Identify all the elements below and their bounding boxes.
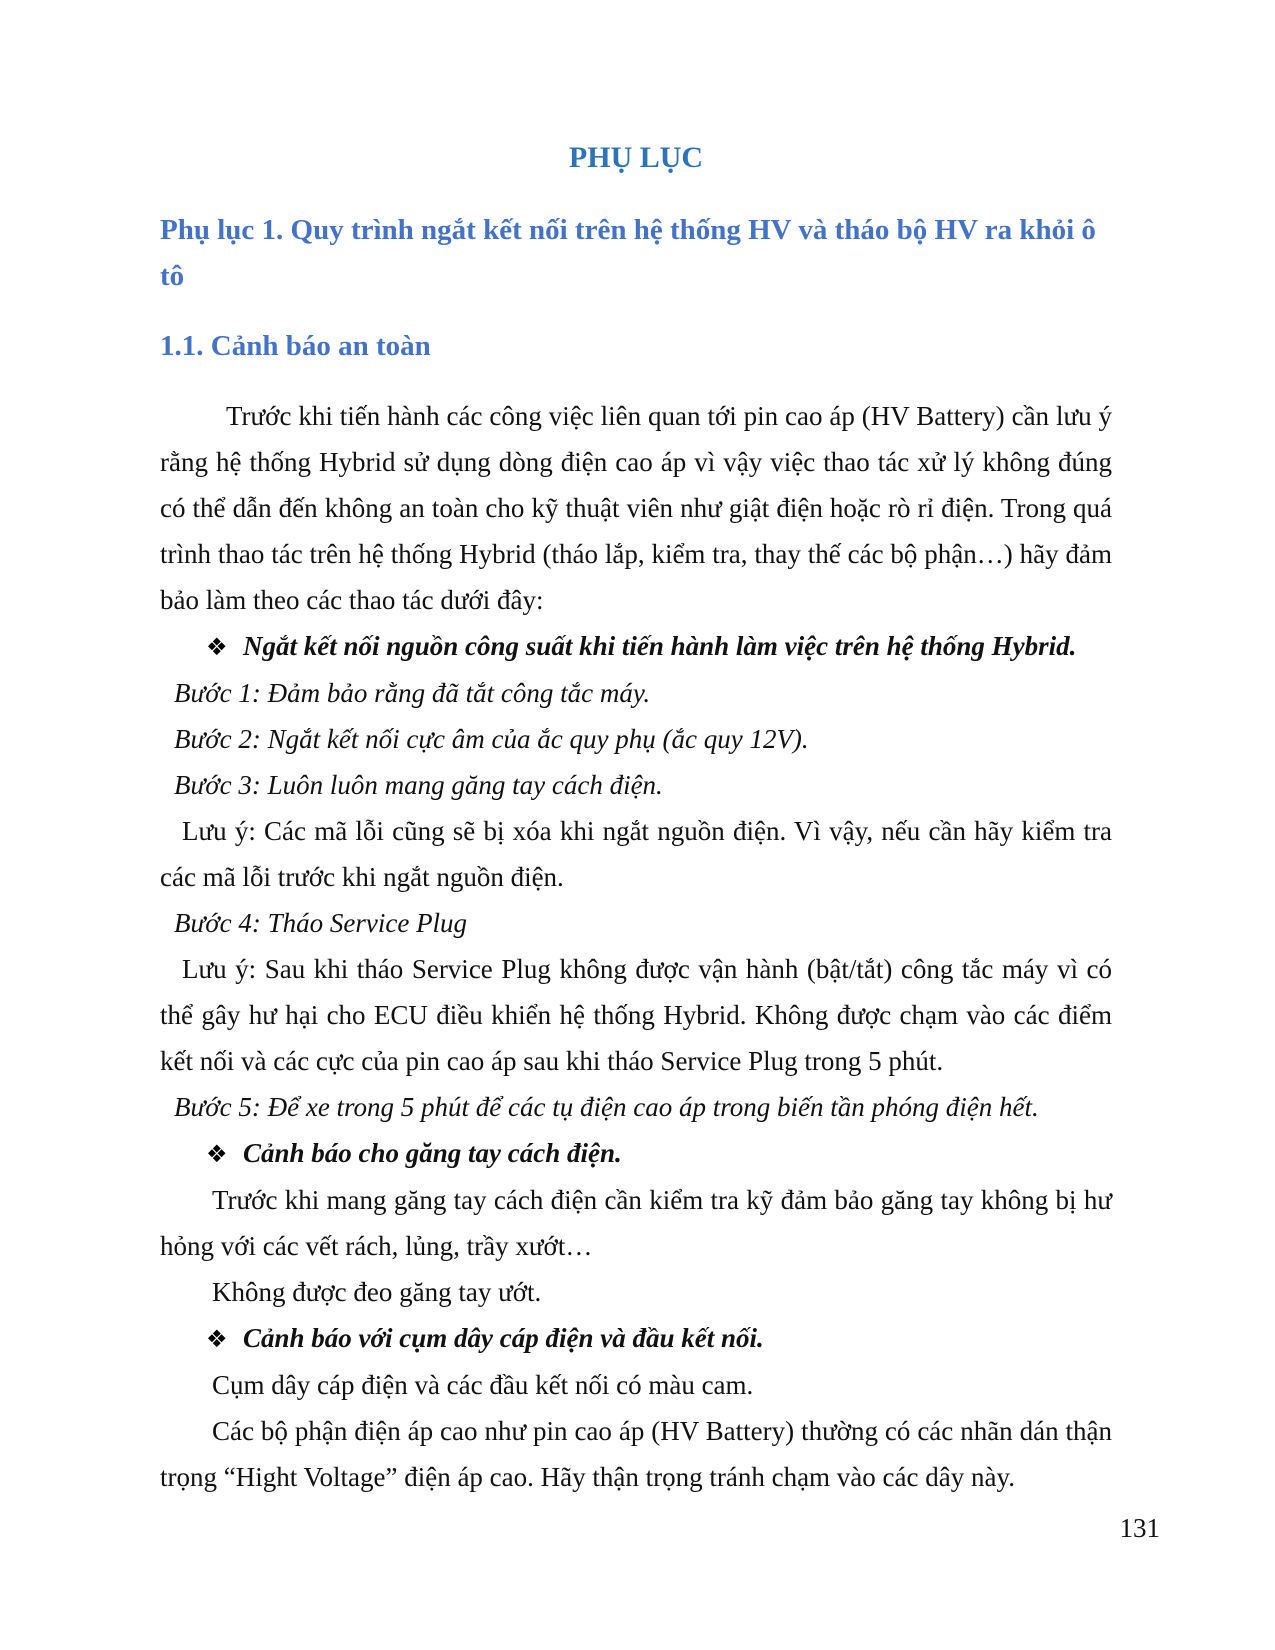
paragraph-intro: Trước khi tiến hành các công việc liên quan tới pin cao áp (HV Battery) cần lưu ý rằng hệ thống Hybrid sử dụng dòng điện cao áp vì vậy việc thao tác xử lý không đúng có thể dẫn đến không an toàn cho kỹ thuật viên như giật điện hoặc rò rỉ điện. Trong quá trình thao tác trên hệ thống Hybrid (tháo lắp, kiểm tra, thay thế các bộ phận…) hãy đảm bảo làm theo các thao tác dưới đây: (160, 401, 1112, 615)
paragraph-glove-check: Trước khi mang găng tay cách điện cần kiểm tra kỹ đảm bảo găng tay không bị hư hỏng với các vết rách, lủng, trầy xướt… (160, 1185, 1112, 1261)
bullet-text: Cảnh báo với cụm dây cáp điện và đầu kết nối. (243, 1323, 764, 1353)
diamond-bullet-icon: ❖ (206, 1325, 228, 1353)
section-heading: 1.1. Cảnh báo an toàn (160, 330, 431, 362)
paragraph-wet-gloves: Không được đeo găng tay ướt. (212, 1277, 542, 1307)
page-title: PHỤ LỤC (568, 141, 704, 174)
note-service-plug: Lưu ý: Sau khi tháo Service Plug không được vận hành (bật/tắt) công tắc máy vì có thể gây hư hại cho ECU điều khiển hệ thống Hybrid. Không được chạm vào các điểm kết nối và các cực của pin cao áp sau khi tháo Service Plug trong 5 phút. (160, 954, 1112, 1076)
note-error-codes: Lưu ý: Các mã lỗi cũng sẽ bị xóa khi ngắt nguồn điện. Vì vậy, nếu cần hãy kiểm tra các mã lỗi trước khi ngắt nguồn điện. (160, 816, 1112, 892)
step-2: Bước 2: Ngắt kết nối cực âm của ắc quy phụ (ắc quy 12V). (174, 724, 809, 754)
bullet-text: Ngắt kết nối nguồn công suất khi tiến hành làm việc trên hệ thống Hybrid. (243, 631, 1077, 661)
bullet-item-cable-warning (160, 1315, 1112, 1362)
paragraph-orange-cables: Cụm dây cáp điện và các đầu kết nối có màu cam. (212, 1370, 754, 1400)
page-number: 131 (1119, 1513, 1160, 1543)
step-5: Bước 5: Để xe trong 5 phút để các tụ điện cao áp trong biến tần phóng điện hết. (174, 1092, 1039, 1122)
appendix-heading: Phụ lục 1. Quy trình ngắt kết nối trên hệ thống HV và tháo bộ HV ra khỏi ô tô (160, 214, 1096, 292)
bullet-item-glove-warning (160, 1130, 1112, 1177)
step-3: Bước 3: Luôn luôn mang găng tay cách điện. (174, 770, 663, 800)
bullet-text: Cảnh báo cho găng tay cách điện. (243, 1138, 622, 1168)
step-1: Bước 1: Đảm bảo rằng đã tắt công tắc máy. (174, 678, 651, 708)
bullet-item-disconnect-power (160, 623, 1112, 670)
diamond-bullet-icon: ❖ (206, 633, 228, 661)
diamond-bullet-icon: ❖ (206, 1140, 228, 1168)
step-4: Bước 4: Tháo Service Plug (174, 908, 468, 938)
paragraph-high-voltage-labels: Các bộ phận điện áp cao như pin cao áp (HV Battery) thường có các nhãn dán thận trọng “Hight Voltage” điện áp cao. Hãy thận trọng tránh chạm vào các dây này. (160, 1416, 1112, 1492)
